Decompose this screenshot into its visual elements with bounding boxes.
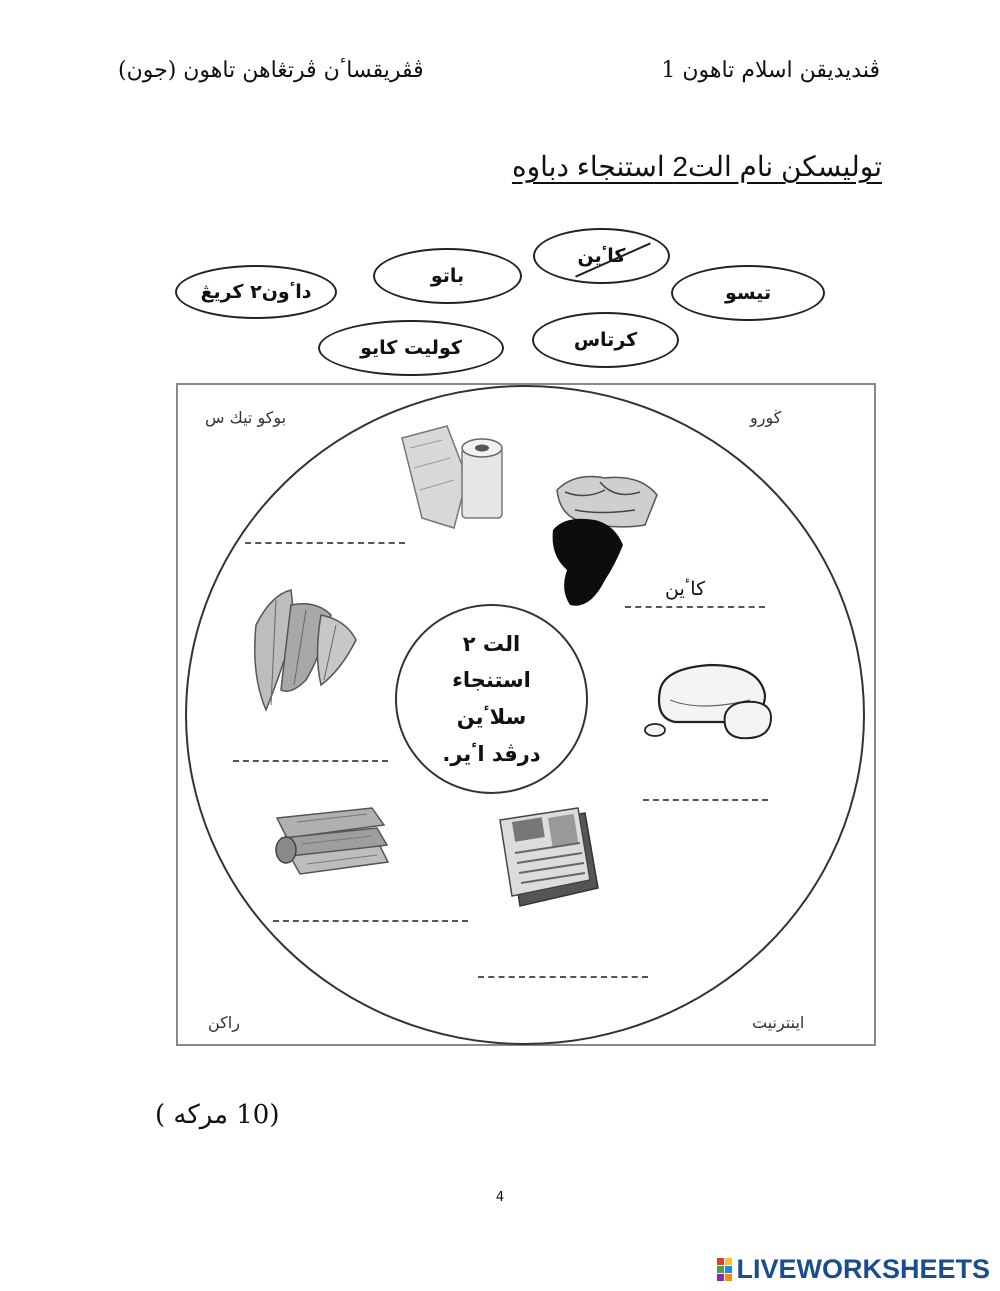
center-line: درڤد اٴير.: [442, 741, 541, 766]
corner-label-textbook: بوكو تيك س: [205, 408, 287, 427]
tissue-roll-icon: [392, 418, 517, 536]
page-number: 4: [495, 1190, 505, 1205]
word-oval-paper[interactable]: [532, 312, 679, 368]
brand-square: [717, 1258, 724, 1265]
word-label: داٴون٢ كريڠ: [200, 281, 312, 303]
instruction-heading: توليسكن نام الت2 استنجاء دباوه: [511, 151, 882, 182]
brand-square: [725, 1258, 732, 1265]
newspaper-icon: [490, 808, 605, 913]
marks-label: (10 مركه ): [155, 1100, 280, 1130]
brand-grid-icon: [717, 1258, 732, 1281]
word-label: باتو: [430, 265, 465, 287]
header-course-title: ڤنديديقن اسلام تاهون 1: [661, 58, 880, 83]
brand-square: [725, 1266, 732, 1273]
center-line: استنجاء: [452, 668, 531, 693]
answer-line-bark[interactable]: [273, 920, 468, 922]
word-label: كرتاس: [573, 329, 638, 351]
center-line: الت ٢: [462, 631, 521, 656]
center-line: سلاٴين: [456, 705, 527, 729]
answer-line-stones[interactable]: [643, 799, 768, 801]
answer-text-cloth[interactable]: كاٴين: [665, 579, 706, 600]
word-oval-stone[interactable]: [373, 248, 522, 304]
brand-name: LIVEWORKSHEETS: [736, 1254, 990, 1284]
word-oval-cloth[interactable]: [533, 228, 670, 284]
corner-label-teacher: ڬورو: [750, 408, 782, 427]
word-label: كاٴين: [577, 245, 626, 267]
corner-label-friend: راكن: [208, 1013, 240, 1032]
word-oval-tissue[interactable]: [671, 265, 825, 321]
answer-line-cloth[interactable]: [625, 606, 765, 608]
stones-icon: [640, 660, 780, 745]
word-label-struck: [578, 245, 626, 267]
word-oval-dry-leaves[interactable]: [175, 265, 337, 319]
word-label: تيسو: [724, 282, 772, 304]
answer-line-newspaper[interactable]: [478, 976, 648, 978]
answer-line-leaves[interactable]: [233, 760, 388, 762]
liveworksheets-logo[interactable]: [717, 1254, 990, 1285]
dry-leaves-icon: [236, 585, 366, 720]
word-label: كوليت كايو: [360, 337, 462, 359]
brand-square: [725, 1274, 732, 1281]
wood-bark-icon: [272, 800, 392, 880]
header-exam-title: ڤڤريقساٴن ڤرتڠاهن تاهون (جون): [118, 58, 424, 83]
brand-square: [717, 1274, 724, 1281]
center-circle: [395, 604, 588, 794]
cloth-pile-icon: [545, 470, 665, 615]
answer-line-tissue[interactable]: [245, 542, 405, 544]
word-oval-bark[interactable]: [318, 320, 504, 376]
brand-square: [717, 1266, 724, 1273]
corner-label-internet: اينترنيت: [752, 1013, 805, 1032]
